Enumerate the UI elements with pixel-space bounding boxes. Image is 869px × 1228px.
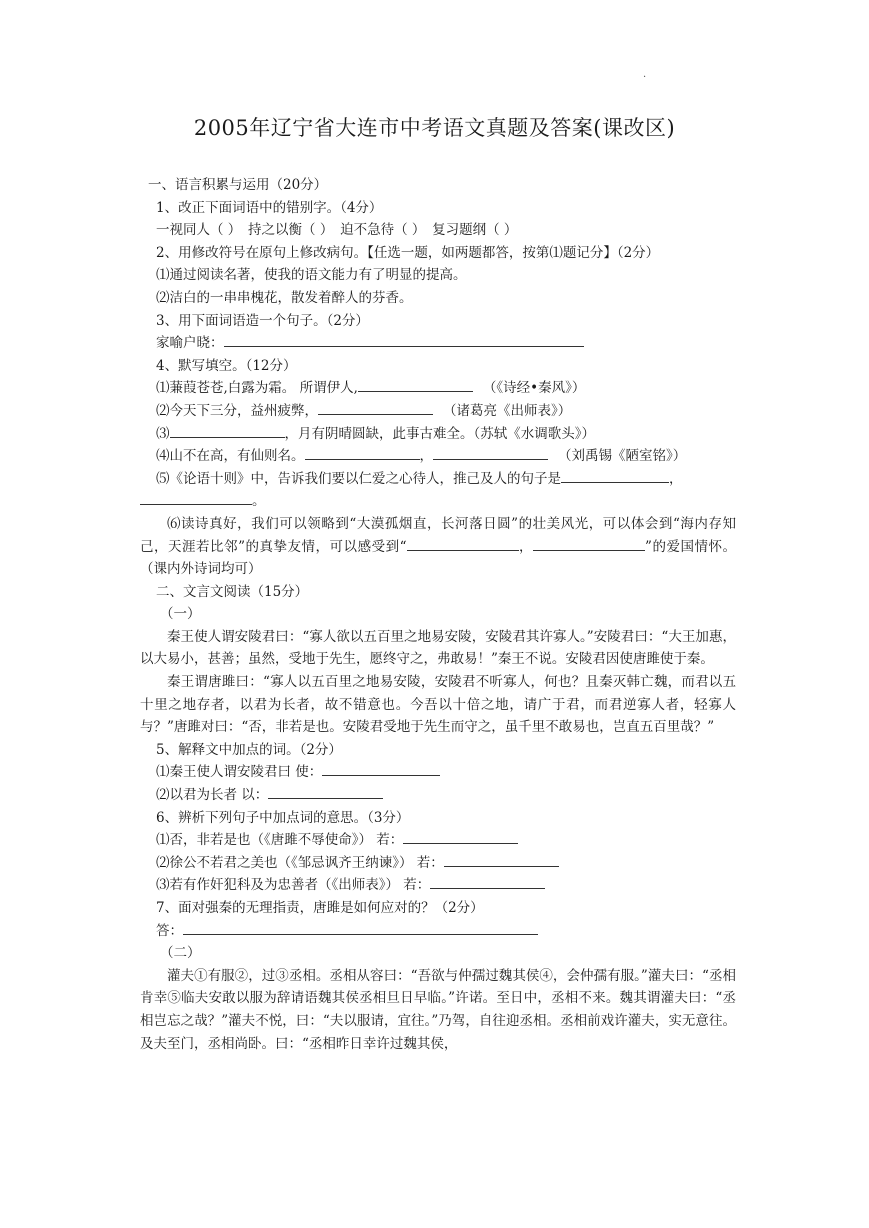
item-text: ⑵徐公不若君之美也（《邹忌讽齐王纳谏》） 若： [156,854,444,871]
item-text: ⑶ [156,425,170,442]
answer-blank[interactable] [533,536,645,551]
question-6-item-2 [140,852,736,875]
question-2: 2、用修改符号在原句上修改病句。【任选一题，如两题都答，按第⑴题记分】（2分） [156,244,660,261]
item-period: 。 [252,493,266,510]
item-text: ⑴秦王使人谓安陵君曰 使： [156,764,323,781]
answer-blank[interactable] [183,920,538,935]
answer-blank[interactable] [430,874,545,889]
question-4-item-3 [140,423,736,446]
answer-blank[interactable] [305,445,420,460]
question-3: 3、用下面词语造一个句子。（2分） [156,312,369,329]
item-comma: ， [419,448,433,465]
question-7-answer [140,920,736,943]
question-5-item-1 [140,761,736,784]
question-3-line [140,332,736,355]
answer-blank[interactable] [561,468,669,483]
section-heading-2: 二、文言文阅读（15分） [156,583,309,600]
question-6-item-1 [140,829,736,852]
answer-blank[interactable] [403,829,518,844]
item-source: （诸葛亮《出师表》） [443,402,572,419]
item-text: ⑴蒹葭苍苍,白露为霜。 所谓伊人, [156,380,358,397]
item-source: （《诗经•秦风》） [482,380,586,397]
item-text: ⑹读诗真好，我们可以领略到“大漠孤烟直，长河落日圆”的壮美风光，可以体会到“海内存知己，天涯若比邻”的真挚友情，可以感受到“ [140,515,736,555]
answer-blank[interactable] [444,852,559,867]
answer-blank[interactable] [318,400,433,415]
item-text: ⑵今天下三分，益州疲弊， [156,402,318,419]
question-5: 5、解释文中加点的词。（2分） [156,741,342,758]
answer-blank[interactable] [358,377,473,392]
question-3-label: 家喻户晓： [156,335,224,352]
question-4-item-5 [140,468,736,491]
answer-blank[interactable] [407,536,519,551]
page-dot: · [643,72,647,83]
passage-1-paragraph-2: 秦王谓唐雎曰：“寡人以五百里之地易安陵，安陵君不听寡人，何也？且秦灭韩亡魏，而君以五十里之地存者，以君为长者，故不错意也。今吾以十倍之地，请广于君，而君逆寡人者，轻寡人与？”唐雎对曰：“否，非若是也。安陵君受地于先生而守之，虽千里不敢易也，岂直五百里哉？” [140,674,736,736]
question-2-sentence-1: ⑴通过阅读名著，使我的语文能力有了明显的提高。 [156,267,467,284]
item-source: （刘禹锡《陋室铭》） [558,448,687,465]
question-1-words: 一视同人（ ） 持之以衡（ ） 迫不急待（ ） 复习题纲（ ） [156,222,518,239]
passage-1-label: （一） [160,606,201,623]
question-7: 7、面对强秦的无理指责，唐雎是如何应对的？（2分） [156,900,484,916]
item-text: ⑴否，非若是也（《唐雎不辱使命》） 若： [156,832,404,849]
question-4-item-6 [140,513,736,581]
item-text: ⑸《论语十则》中，告诉我们要以仁爱之心待人，推己及人的句子是 [156,470,561,487]
answer-blank[interactable] [433,445,548,460]
answer-blank[interactable] [224,332,584,347]
item-text: ⑷山不在高，有仙则名。 [156,448,305,465]
item-comma: ， [518,538,534,555]
answer-blank[interactable] [322,761,440,776]
passage-1-paragraph-1: 秦王使人谓安陵君曰：“寡人欲以五百里之地易安陵，安陵君其许寡人。”安陵君曰：“大王加惠，以大易小，甚善；虽然，受地于先生，愿终守之，弗敢易！”秦王不说。安陵君因使唐雎使于秦。 [140,628,736,668]
passage-2-label: （二） [160,945,201,962]
question-2-sentence-2: ⑵洁白的一串串槐花，散发着醉人的芬香。 [156,289,413,306]
section-heading-1: 一、语言积累与运用（20分） [148,177,328,193]
question-6-item-3 [140,874,736,897]
question-6: 6、辨析下列句子中加点词的意思。（3分） [156,809,410,826]
question-4-item-4 [140,445,736,468]
question-4-item-1 [140,377,736,400]
question-4-item-5-cont [140,490,736,513]
page-title: 2005年辽宁省大连市中考语文真题及答案(课改区) [193,116,676,140]
item-text-end: ”的爱国情怀。（课内外诗词均可） [140,538,737,578]
question-1: 1、改正下面词语中的错别字。（4分） [156,199,383,216]
document-body [140,174,736,1055]
item-text: ⑶若有作奸犯科及为忠善者（《出师表》） 若： [156,877,431,894]
item-comma: ， [669,470,683,487]
passage-2-paragraph-1: 灌夫①有服②，过③丞相。丞相从容曰：“吾欲与仲孺过魏其侯④，会仲孺有服。”灌夫曰：“丞相肯幸⑤临夫安敢以服为辞请语魏其侯丞相旦日早临。”许诺。至日中，丞相不来。魏其谓灌夫曰：“丞相岂忘之哉？”灌夫不悦，曰：“夫以服请，宜往。”乃驾，自往迎丞相。丞相前戏许灌夫，实无意往。及夫至门，丞相尚卧。曰：“丞相昨日幸许过魏其侯， [140,967,736,1052]
item-text: ⑵以君为长者 以： [156,787,269,804]
question-4-item-2 [140,400,736,423]
question-5-item-2 [140,784,736,807]
question-4: 4、默写填空。（12分） [156,357,297,374]
answer-label: 答： [156,922,183,939]
answer-blank[interactable] [170,423,285,438]
answer-blank[interactable] [268,784,383,799]
item-source: ，月有阴晴圆缺，此事古难全。（苏轼《水调歌头》） [284,425,595,442]
answer-blank[interactable] [140,490,252,505]
